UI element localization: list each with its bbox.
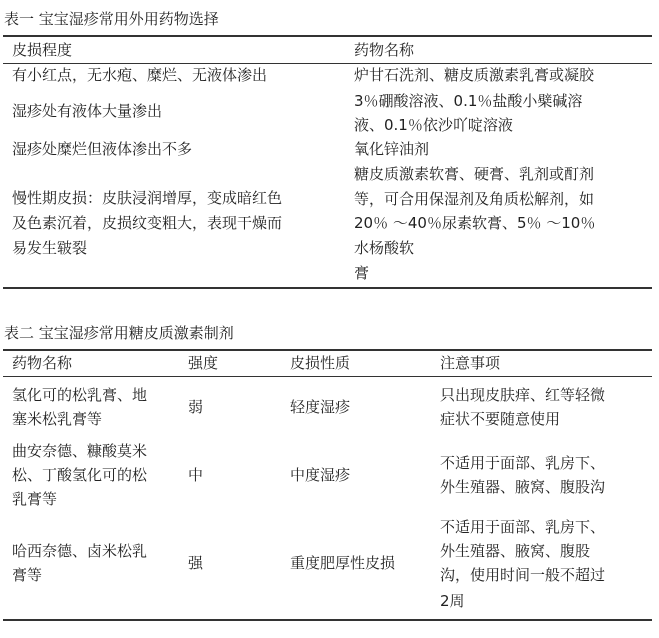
table1-cell-drugs: 等，可合用保湿剂及角质松解剂，如 bbox=[354, 190, 595, 208]
table1-top-rule bbox=[3, 35, 652, 37]
table2-cell-drug: 曲安奈德、糠酸莫米 bbox=[12, 442, 148, 460]
table2-cell-drug: 松、丁酸氢化可的松 bbox=[12, 466, 148, 484]
table2-cell-notes: 不适用于面部、乳房下、 bbox=[440, 518, 606, 536]
table1-cell-condition: 及色素沉着，皮损纹变粗大，表现干燥而 bbox=[12, 214, 283, 232]
table1-cell-drugs: 炉甘石洗剂、糖皮质激素乳膏或凝胶 bbox=[354, 66, 595, 84]
table2-cell-lesion: 重度肥厚性皮损 bbox=[290, 554, 396, 572]
table1-cell-drugs: 氧化锌油剂 bbox=[354, 140, 430, 158]
table2-header-drug: 药物名称 bbox=[12, 354, 73, 372]
table2-cell-notes: 只出现皮肤痒、红等轻微 bbox=[440, 386, 606, 404]
table1-header-drugs: 药物名称 bbox=[354, 41, 415, 59]
table1-cell-drugs: 3％硼酸溶液、0.1％盐酸小檗碱溶 bbox=[354, 92, 583, 110]
table2-bottom-rule bbox=[3, 619, 652, 621]
table2-header-strength: 强度 bbox=[188, 354, 219, 372]
table1-cell-drugs: 膏 bbox=[354, 264, 370, 282]
table2-cell-lesion: 轻度湿疹 bbox=[290, 398, 351, 416]
table2-cell-notes: 外生殖器、腋窝、腹股沟 bbox=[440, 478, 606, 496]
table1-cell-drugs: 20％ ～40％尿素软膏、5％ ～10％ bbox=[354, 214, 596, 232]
table2-cell-notes: 沟，使用时间一般不超过 bbox=[440, 566, 606, 584]
table1-cell-condition: 湿疹处有液体大量渗出 bbox=[12, 102, 163, 120]
table2-cell-drug: 氢化可的松乳膏、地 bbox=[12, 386, 148, 404]
table2-cell-drug: 塞米松乳膏等 bbox=[12, 410, 103, 428]
table2-cell-notes: 不适用于面部、乳房下、 bbox=[440, 454, 606, 472]
table2-cell-strength: 中 bbox=[188, 466, 204, 484]
table1-bottom-rule bbox=[3, 287, 652, 289]
table2-cell-drug: 乳膏等 bbox=[12, 490, 58, 508]
table2-header-rule bbox=[3, 376, 652, 377]
table1-cell-condition: 易发生皲裂 bbox=[12, 239, 88, 257]
table1-header-condition: 皮损程度 bbox=[12, 41, 73, 59]
table2-cell-drug: 膏等 bbox=[12, 566, 43, 584]
table2-cell-lesion: 中度湿疹 bbox=[290, 466, 351, 484]
table1-caption: 表一 宝宝湿疹常用外用药物选择 bbox=[4, 10, 219, 28]
table1-cell-drugs: 糖皮质激素软膏、硬膏、乳剂或酊剂 bbox=[354, 165, 595, 183]
table1-cell-condition: 湿疹处糜烂但液体渗出不多 bbox=[12, 140, 193, 158]
table2-cell-drug: 哈西奈德、卤米松乳 bbox=[12, 542, 148, 560]
table1-cell-condition: 慢性期皮损：皮肤浸润增厚，变成暗红色 bbox=[12, 189, 283, 207]
table2-cell-notes: 症状不要随意使用 bbox=[440, 410, 561, 428]
table2-caption: 表二 宝宝湿疹常用糖皮质激素制剂 bbox=[4, 324, 234, 342]
table1-cell-drugs: 水杨酸软 bbox=[354, 239, 415, 257]
table2-cell-notes: 2周 bbox=[440, 592, 465, 610]
table1-cell-drugs: 液、0.1％依沙吖啶溶液 bbox=[354, 116, 513, 134]
table2-cell-strength: 弱 bbox=[188, 398, 204, 416]
table1-cell-condition: 有小红点，无水疱、糜烂、无液体渗出 bbox=[12, 66, 268, 84]
table2-header-notes: 注意事项 bbox=[440, 354, 501, 372]
table2-cell-notes: 外生殖器、腋窝、腹股 bbox=[440, 542, 591, 560]
table2-header-lesion: 皮损性质 bbox=[290, 354, 351, 372]
table2-cell-strength: 强 bbox=[188, 554, 204, 572]
